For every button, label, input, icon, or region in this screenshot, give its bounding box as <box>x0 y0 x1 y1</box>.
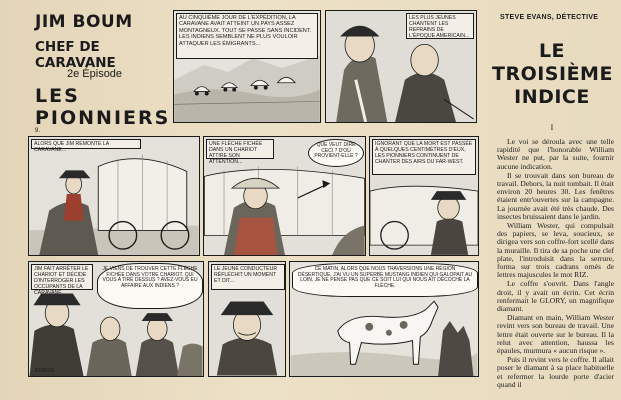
panel-young-singers <box>325 10 477 123</box>
panel1-caption: AU CINQUIÈME JOUR DE L'EXPÉDITION, LA CARAVANE AVAIT ATTEINT UN PAYS ASSEZ MONTAGNEUX. TOUT SE PASSE SANS INCIDENT. LES INDIENS SEMBLENT NE PLUS VOULOIR ATTAQUER LES ÉMIGRANTS... <box>176 13 318 59</box>
panel-caravan-landscape <box>173 10 321 123</box>
panel6-caption: JIM FAIT ARRÊTER LE CHARIOT ET DÉCIDE D'INTERROGER LES OCCUPANTS DE LA CARAVANE... <box>31 264 93 290</box>
panel-mustang <box>289 261 479 377</box>
story-paragraph: Le coffre s'ouvrit. Dans l'angle droit, il y avait un écrin. Cet écrin renfermait le GLORY, un magnifique diamant. <box>497 279 614 314</box>
story-paragraph: Diamant en main, William Wester revint vers son bureau de travail. Une lettre était ouverte sur le bureau. Il la relut avec attention, haussa les épaules, murmura « aucun risque ». <box>497 313 614 356</box>
panel7-caption: LE JEUNE CONDUCTEUR RÉFLÉCHIT UN MOMENT ET DIT... <box>211 264 285 290</box>
story-paragraph: Il se trouvait dans son bureau de travail. Dehors, la nuit tombait. Il était environ 20 heures 30. Les fenêtres étaient entr'ouvertes sur la campagne. La journée avait été très chaude. Des insectes bruissaient dans le jardin. <box>497 170 614 221</box>
episode-title: LES PIONNIERS <box>35 85 171 129</box>
story-title-line1: LE TROISIÈME <box>492 40 613 85</box>
panel4-caption: UNE FLÈCHE FICHÉE DANS UN CHARIOT ATTIRE SON ATTENTION... <box>206 139 274 159</box>
panel6-speech-bubble: JE VIENS DE TROUVER CETTE FLÈCHE FICHÉE DANS VOTRE CHARIOT. QUI VOUS A TIRÉ DESSUS ? AVEZ-VOUS EU AFFAIRE AUX INDIENS ? <box>97 263 203 309</box>
page-number: 9. <box>35 128 41 134</box>
panel5-caption: IGNORANT QUE LA MORT EST PASSÉE À QUELQUES CENTIMÈTRES D'EUX, LES PIONNIERS CONTINUENT DE CHANTER DES AIRS DU FAR-WEST. <box>372 139 476 175</box>
panel4-speech-bubble: QUE VEUT DIRE CECI ? D'OÙ PROVIENT-ELLE ? <box>308 139 364 167</box>
story-paragraph: Puis il revint vers le coffre. Il allait poser le diamant à sa place habituelle et refermer la lourde porte d'acier quand il <box>497 355 614 389</box>
panel-interrogation <box>28 261 204 377</box>
panel2-caption: LES PLUS JEUNES CHANTENT LES REFRAINS DE L'ÉPOQUE AMERICAIN... <box>406 13 474 39</box>
story-title <box>492 40 612 109</box>
artist-signature: DUBOIS <box>35 368 55 374</box>
episode-label: 2e Épisode <box>67 68 123 80</box>
comic-title-block <box>33 10 171 129</box>
panel-arrow-discovery <box>203 136 366 256</box>
panel8-speech-bubble: CE MATIN, ALORS QUE NOUS TRAVERSIONS UNE RÉGION DÉSERTIQUE, J'AI VU UN SUPERBE MUSTANG INDIEN QUI GALOPAIT AU LOIN. JE NE PENSE PAS QUE CE SOIT LUI QUI NOUS AIT DÉCOCHÉ LA FLÈCHE. <box>292 263 478 297</box>
story-paragraph: Le voi se déroula avec une telle rapidité que l'honorable William Wester ne put, par la suite, fournir aucune indication. <box>497 138 614 171</box>
panel-jim-riding <box>28 136 200 256</box>
story-text <box>497 138 614 394</box>
panel3-caption: ALORS QUE JIM REMONTE LA CARAVANE... <box>31 139 141 149</box>
panel-young-driver <box>208 261 286 377</box>
comic-title: JIM BOUM <box>35 12 133 32</box>
panel-pioneers-singing <box>369 136 479 256</box>
chapter-number: I <box>550 123 554 132</box>
comic-subtitle: CHEF DE CARAVANE <box>35 39 116 71</box>
story-title-line2: INDICE <box>514 86 590 108</box>
jim-riding-drawing <box>29 137 199 255</box>
story-paragraph: William Wester, qui compulsait des papiers, se leva, soucieux, se dirigea vers son coffre-fort scellé dans la muraille. Il tira de sa poche une clef plate, l'introduisit dans la serrure, forma sur trois cadrans ornés de lettres majuscules le mot RIZ. <box>497 221 614 280</box>
series-header: STEVE EVANS, DÉTECTIVE <box>500 14 599 21</box>
